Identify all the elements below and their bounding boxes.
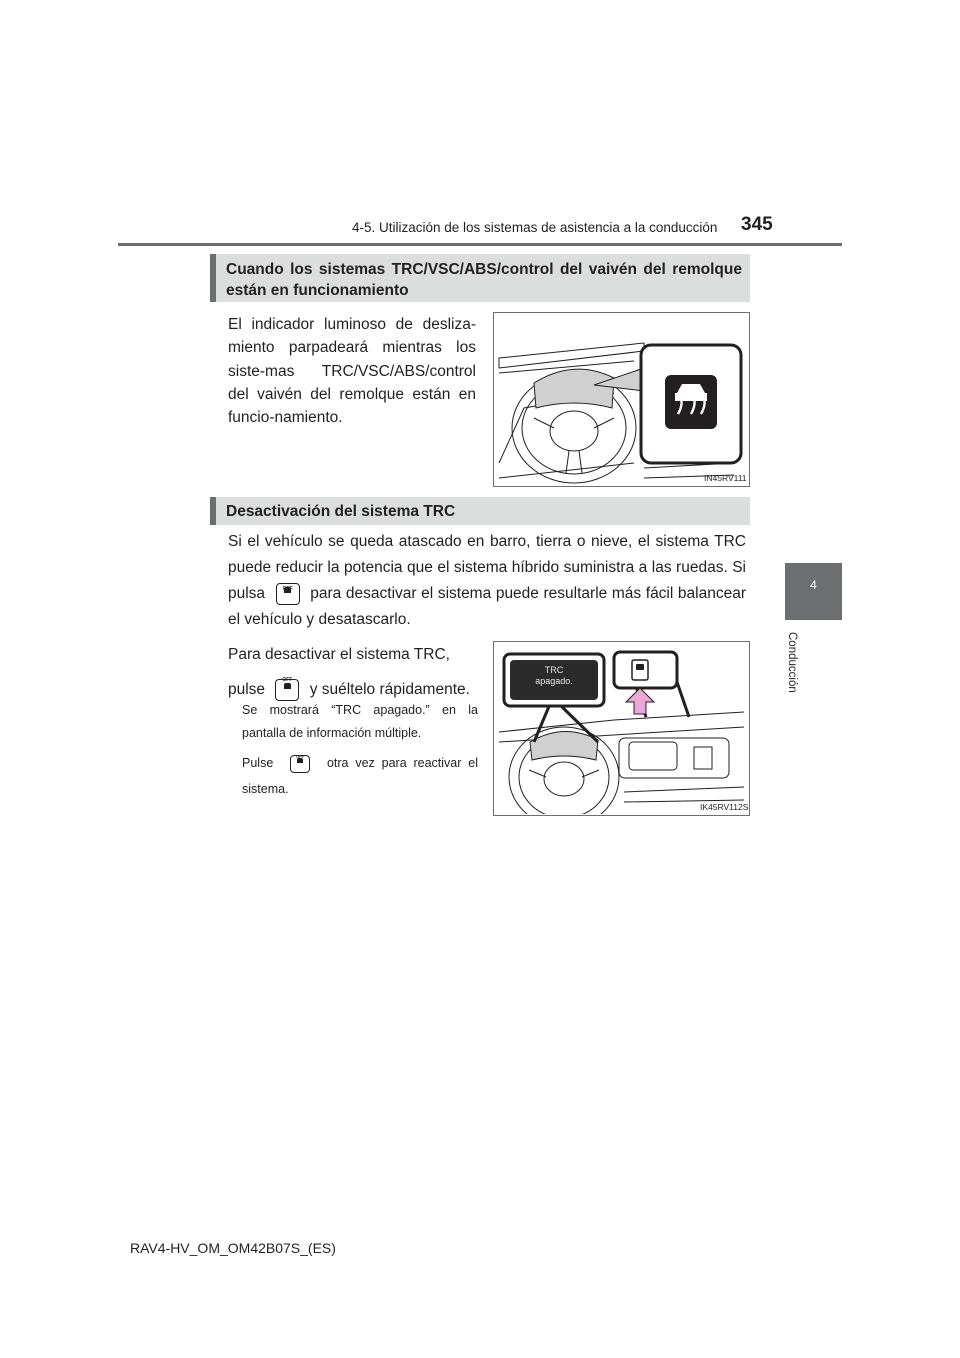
trc-off-text-a: Para desactivar el sistema TRC, pulse: [228, 646, 450, 698]
page-number: 345: [741, 214, 773, 235]
running-header-title: 4-5. Utilización de los sistemas de asistencia a la conducción: [352, 220, 718, 235]
dashboard-illustration-1: [494, 313, 748, 485]
trc-off-figure: [493, 641, 750, 816]
trc-off-button-icon: OFF: [275, 679, 299, 701]
figure-code-1: IN45RV111: [704, 473, 747, 483]
note-reactivate-text-a: Pulse: [242, 756, 274, 770]
slip-indicator-figure: [493, 312, 750, 487]
press-arrow-icon: [626, 688, 654, 714]
header-rule: [118, 243, 842, 246]
trc-off-text-b: y suéltelo rápidamente.: [309, 681, 470, 698]
note-reactivate: [242, 750, 478, 802]
trc-off-button-icon: OFF: [276, 583, 300, 605]
display-line-2: apagado.: [535, 676, 573, 686]
operation-paragraph: El indicador luminoso de desliza-miento parpadeará mientras los siste-mas TRC/VSC/ABS/control del vaivén del remolque están en funcio-namiento.: [228, 316, 476, 427]
trc-off-instruction: [228, 637, 478, 707]
note-trc-display: Se mostrará “TRC apagado.” en la pantalla de información múltiple.: [242, 703, 478, 740]
chapter-number: 4: [810, 578, 817, 592]
trc-intro-text-a: Si el vehículo se queda atascado en barro, tierra o nieve, el sistema TRC puede reducir la potencia que el sistema híbrido suministra a las ruedas. Si pulsa: [228, 533, 746, 602]
section-heading-operation: Cuando los sistemas TRC/VSC/ABS/control del vaivén del remolque están en funcionamiento: [210, 254, 750, 302]
trc-off-button-icon: OFF: [290, 755, 310, 773]
figure-code-2: IK45RV112S: [700, 802, 749, 812]
display-line-1: TRC: [544, 665, 564, 675]
slip-indicator-icon: [665, 375, 717, 429]
multi-info-display: [510, 665, 598, 687]
trc-intro-paragraph: [228, 529, 746, 633]
note-reactivate-text-b: otra vez para reactivar el sistema.: [242, 756, 478, 796]
section-heading-trc-off: Desactivación del sistema TRC: [210, 497, 750, 525]
chapter-label: Conducción: [786, 632, 798, 693]
trc-intro-text-b: para desactivar el sistema puede resultarle más fácil balancear el vehículo y desatascarlo.: [228, 585, 747, 628]
document-code: RAV4-HV_OM_OM42B07S_(ES): [130, 1240, 336, 1256]
